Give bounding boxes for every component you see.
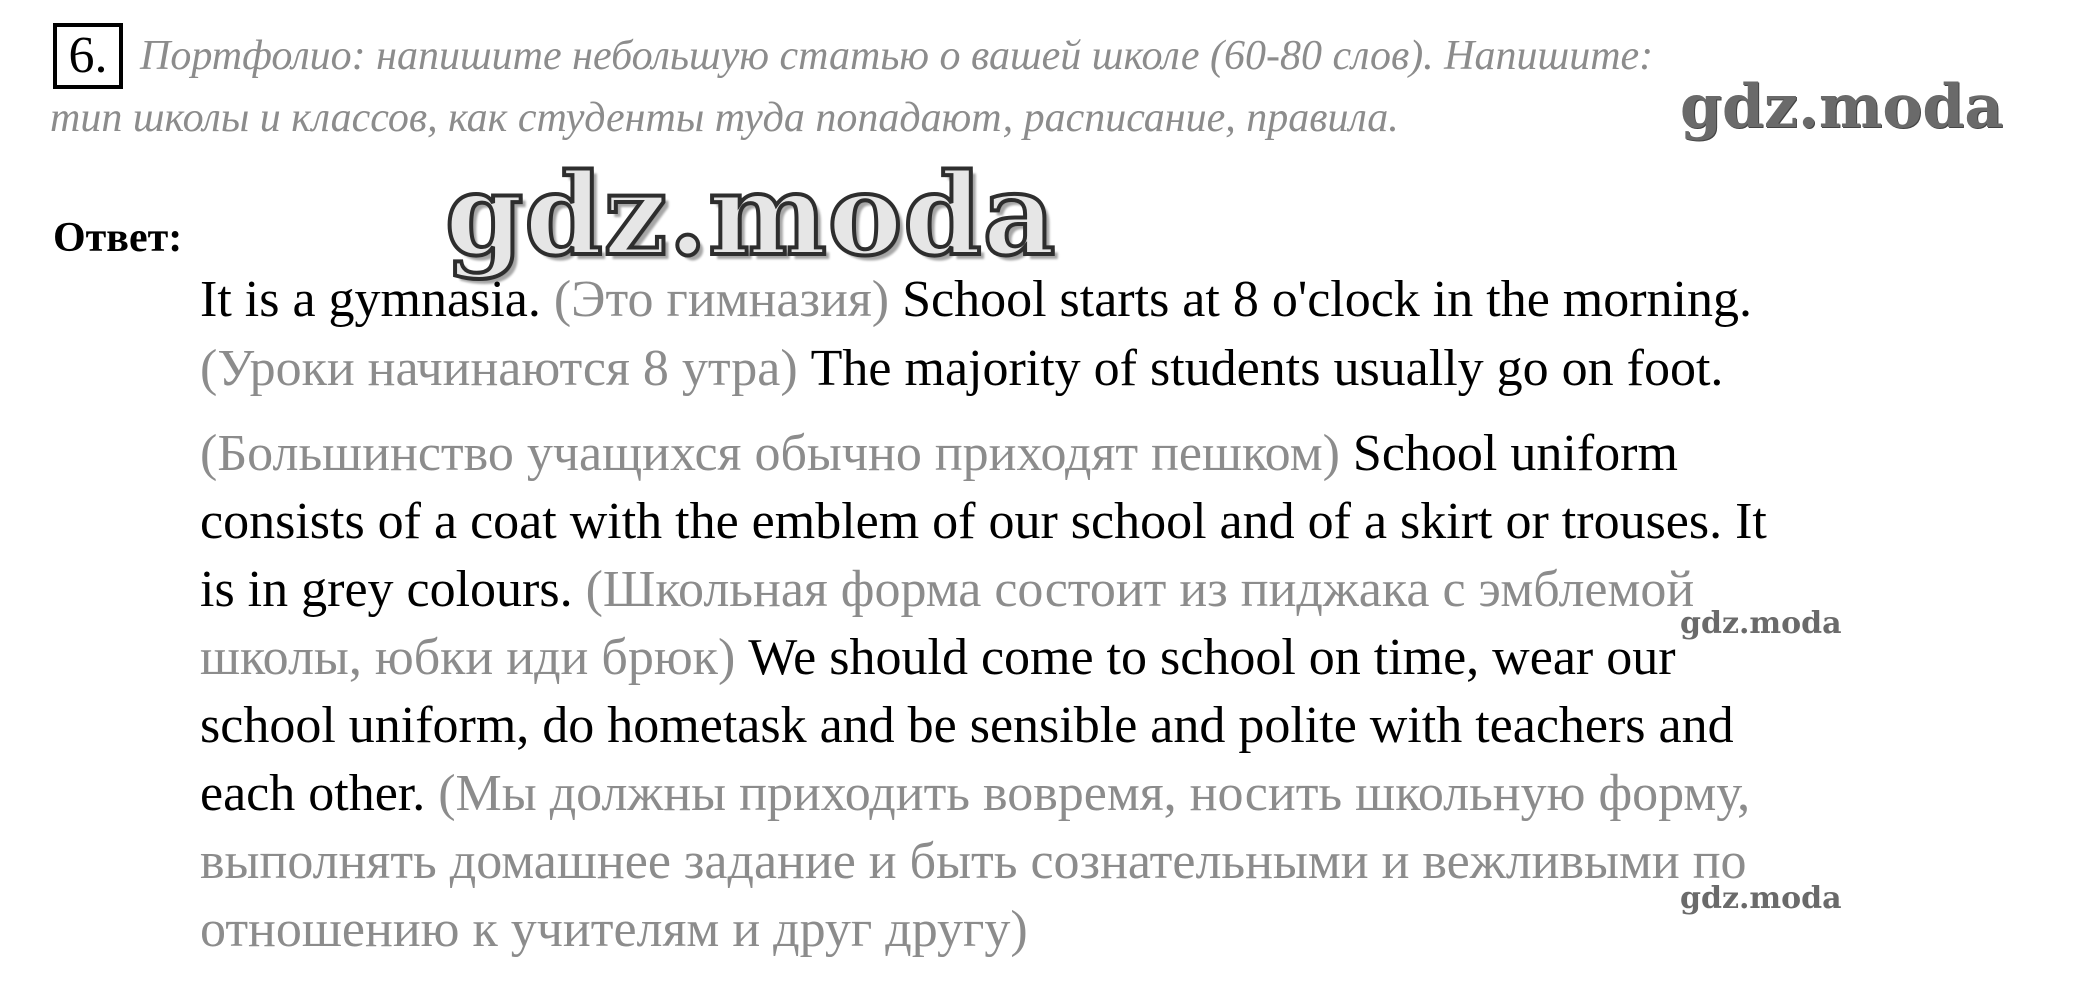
russian-translation: (Уроки начинаются 8 утра)	[200, 340, 798, 397]
english-text: School uniform	[1339, 425, 1678, 482]
watermark-top: gdz.moda	[1680, 72, 2004, 142]
answer-line	[200, 339, 1723, 399]
english-text: consists of a coat with the emblem of our school and of a skirt or trouses. It	[200, 493, 1767, 550]
task-instruction-line-1: Портфолио: напишите небольшую статью о вашей школе (60-80 слов). Напишите:	[140, 33, 1654, 79]
answer-line	[200, 424, 1678, 484]
russian-translation: отношению к учителям и друг другу)	[200, 901, 1028, 958]
russian-translation: (Мы должны приходить вовремя, носить школьную форму,	[438, 765, 1751, 822]
answer-line	[200, 764, 1750, 824]
watermark-small-1: gdz.moda	[1680, 606, 1842, 641]
english-text: We should come to school on time, wear our	[735, 629, 1676, 686]
answer-line	[200, 900, 1028, 960]
english-text: school uniform, do hometask and be sensible and polite with teachers and	[200, 697, 1734, 754]
answer-line	[200, 696, 1734, 756]
english-text: each other.	[200, 765, 439, 822]
watermark-large: gdz.moda	[445, 150, 1057, 281]
answer-line	[200, 270, 1752, 330]
russian-translation: школы, юбки иди брюк)	[200, 629, 736, 686]
task-instruction-line-2: тип школы и классов, как студенты туда попадают, расписание, правила.	[50, 95, 1399, 141]
answer-line	[200, 832, 1747, 892]
task-number: 6.	[53, 23, 123, 89]
answer-line	[200, 492, 1767, 552]
english-text: is in grey colours.	[200, 561, 586, 618]
russian-translation: выполнять домашнее задание и быть сознательными и вежливыми по	[200, 833, 1747, 890]
russian-translation: (Школьная форма состоит из пиджака с эмблемой	[585, 561, 1695, 618]
answer-line	[200, 560, 1694, 620]
russian-translation: (Это гимназия)	[553, 271, 890, 328]
watermark-small-2: gdz.moda	[1680, 881, 1842, 916]
answer-line	[200, 628, 1676, 688]
english-text: School starts at 8 o'clock in the morning.	[889, 271, 1752, 328]
english-text: It is a gymnasia.	[200, 271, 554, 328]
english-text: The majority of students usually go on foot.	[797, 340, 1724, 397]
answer-label: Ответ:	[53, 215, 183, 261]
russian-translation: (Большинство учащихся обычно приходят пешком)	[200, 425, 1340, 482]
